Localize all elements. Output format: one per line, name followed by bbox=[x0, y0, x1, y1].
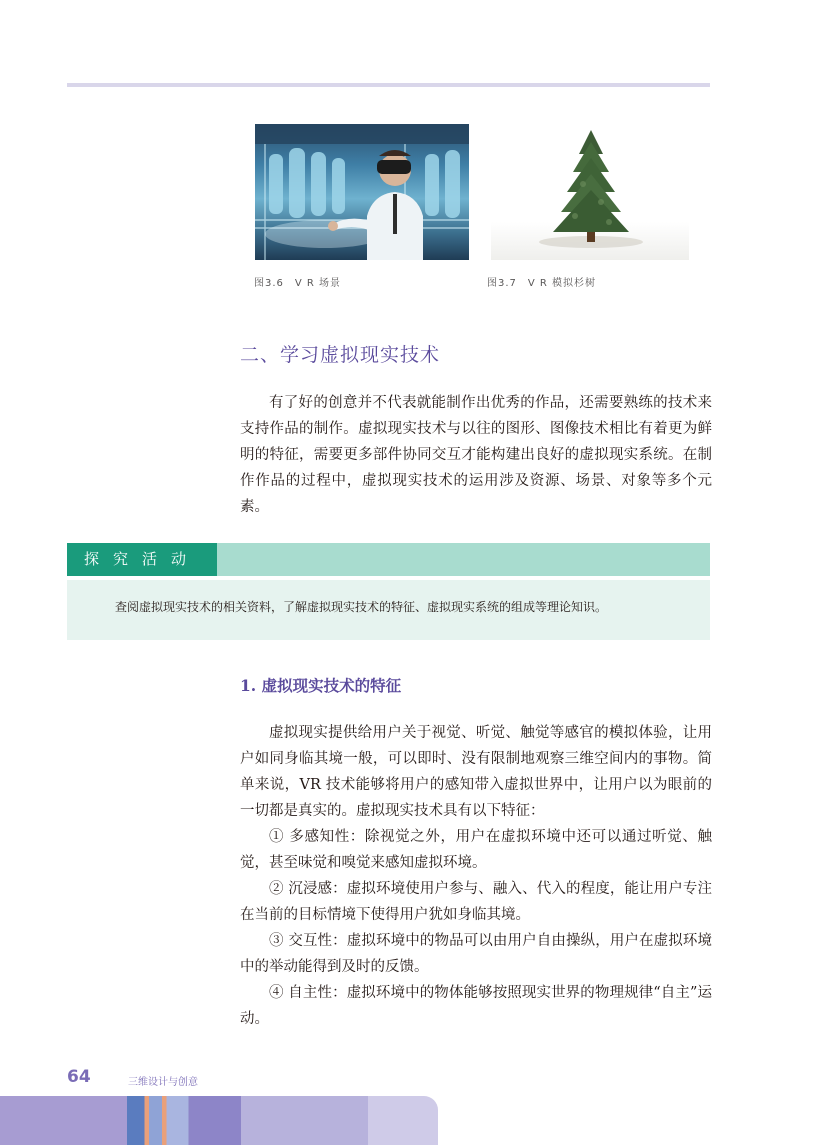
figure-caption-3-6: 图3.6 V R 场景 bbox=[254, 278, 342, 289]
fir-tree-image bbox=[491, 124, 689, 260]
intro-paragraph: 有了好的创意并不代表就能制作出优秀的作品，还需要熟练的技术来支持作品的制作。虚拟现实技术与以往的图形、图像技术相比有着更为鲜明的特征，需要更多部件协同交互才能构建出良好的虚拟现实系统。在制作作品的过程中，虚拟现实技术的运用涉及资源、场景、对象等多个元素。 bbox=[240, 395, 712, 515]
feature-item: ② 沉浸感：虚拟环境使用户参与、融入、代入的程度，能让用户专注在当前的目标情境下使得用户犹如身临其境。 bbox=[240, 881, 712, 923]
vr-scene-image bbox=[255, 124, 469, 260]
section-title: 二、学习虚拟现实技术 bbox=[240, 344, 441, 366]
activity-box bbox=[67, 580, 710, 640]
feature-item: ④ 自主性：虚拟环境中的物体能够按照现实世界的物理规律“自主”运动。 bbox=[240, 985, 712, 1027]
feature-item: ③ 交互性：虚拟环境中的物品可以由用户自由操纵，用户在虚拟环境中的举动能得到及时的反馈。 bbox=[240, 933, 712, 975]
page-number: 64 bbox=[67, 1067, 91, 1087]
decorative-bottom-band bbox=[0, 1096, 438, 1145]
vr-scene-illustration bbox=[255, 124, 469, 260]
activity-header-bar bbox=[67, 543, 710, 576]
running-title: 三维设计与创意 bbox=[128, 1077, 198, 1088]
top-rule bbox=[67, 83, 710, 87]
activity-label: 探究活动 bbox=[67, 543, 217, 576]
feature-item: ① 多感知性：除视觉之外，用户在虚拟环境中还可以通过听觉、触觉，甚至味觉和嗅觉来感知虚拟环境。 bbox=[240, 829, 712, 871]
subsection-body bbox=[240, 720, 712, 1032]
subsection-title: 1. 虚拟现实技术的特征 bbox=[240, 676, 402, 695]
activity-text: 查阅虚拟现实技术的相关资料，了解虚拟现实技术的特征、虚拟现实系统的组成等理论知识。 bbox=[115, 600, 608, 614]
fir-tree-illustration bbox=[491, 124, 689, 260]
body-paragraph: 虚拟现实提供给用户关于视觉、听觉、触觉等感官的模拟体验，让用户如同身临其境一般，可以即时、没有限制地观察三维空间内的事物。简单来说，VR 技术能够将用户的感知带入虚拟世界中，让用户以为眼前的一切都是真实的。虚拟现实技术具有以下特征： bbox=[240, 725, 712, 819]
figure-caption-3-7: 图3.7 V R 模拟杉树 bbox=[487, 278, 597, 289]
